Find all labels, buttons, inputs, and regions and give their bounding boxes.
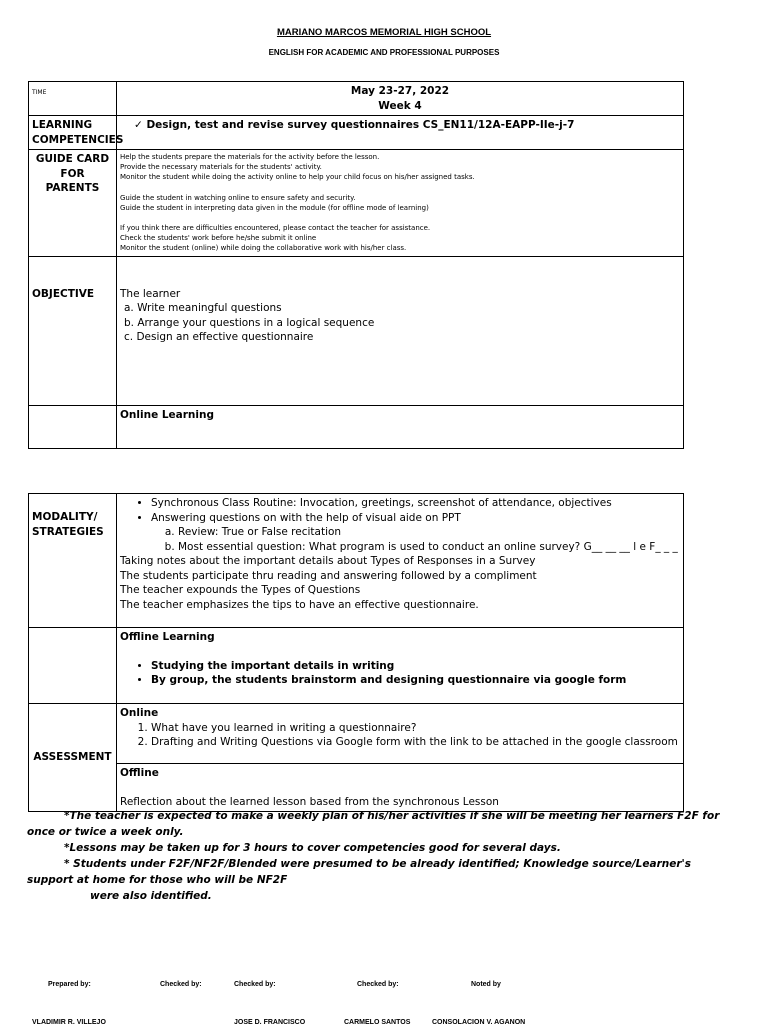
note-students-identified: * Students under F2F/NF2F/Blended were presumed to be already identified; Knowledge source/Learner's support at home for those who will be NF2F	[27, 858, 692, 886]
checkmark-icon: ✓	[134, 119, 143, 131]
assessment-online-row	[29, 704, 684, 764]
signatory-name: JOSE D. FRANCISCO	[234, 1019, 306, 1026]
modality-label: MODALITY/ STRATEGIES	[32, 511, 104, 538]
reflection-text: Reflection about the learned lesson based from the synchronous Lesson	[120, 795, 499, 808]
prepared-by-label: Prepared by:	[48, 981, 91, 988]
competencies-cell	[117, 116, 684, 150]
offline-learning-label: Offline Learning	[120, 631, 215, 643]
checked-by-label: Checked by:	[357, 981, 399, 988]
list-item: a. Review: True or False recitation	[178, 525, 680, 540]
modality-row	[29, 494, 684, 628]
modality-line: Taking notes about the important details about Types of Responses in a Survey	[120, 555, 536, 567]
time-label: TIME	[32, 89, 47, 96]
signatory-name: VLADIMIR R. VILLEJO	[32, 1019, 106, 1026]
note-also-identified: were also identified.	[90, 890, 212, 902]
modality-line: The teacher expounds the Types of Questions	[120, 584, 361, 596]
objective-intro: The learner	[120, 287, 181, 300]
objective-content	[120, 259, 680, 345]
competencies-label: LEARNING COMPETENCIES	[29, 116, 117, 150]
signatory-name: CARMELO SANTOS	[344, 1019, 411, 1026]
assessment-offline-cell	[117, 764, 684, 812]
modality-label-cell	[29, 494, 117, 628]
objective-cell	[117, 256, 684, 405]
lesson-plan-table-bottom	[28, 493, 684, 812]
assessment-online-cell	[117, 704, 684, 764]
online-learning-row	[29, 405, 684, 448]
list-item: b. Most essential question: What program is used to conduct an online survey? G__ __ __ l e F_ _ _	[178, 540, 680, 555]
checked-by-label: Checked by:	[160, 981, 202, 988]
objective-label: OBJECTIVE	[32, 287, 95, 300]
lesson-plan-table-top	[28, 81, 684, 449]
signatory-name: CONSOLACION V. AGANON	[432, 1019, 526, 1026]
assessment-offline-row	[29, 764, 684, 812]
note-weekly-plan: *The teacher is expected to make a weekly plan of his/her activities if she will be meeting her learners F2F for once or twice a week only.	[27, 810, 720, 838]
list-item: 2. Drafting and Writing Questions via Google form with the link to be attached in the google classroom	[151, 735, 680, 750]
assessment-label: ASSESSMENT	[29, 704, 117, 812]
assessment-online-items	[120, 721, 680, 750]
guide-line: Guide the student in interpreting data given in the module (for offline mode of learning)	[120, 203, 429, 212]
school-name: MARIANO MARCOS MEMORIAL HIGH SCHOOL	[276, 27, 492, 38]
guide-card-row	[29, 150, 684, 257]
modality-line: The teacher emphasizes the tips to have an effective questionnaire.	[120, 598, 479, 611]
guide-line: Guide the student in watching online to ensure safety and security.	[120, 193, 356, 202]
empty-label-cell	[29, 405, 117, 448]
empty-label-cell	[29, 628, 117, 704]
time-label-cell	[29, 82, 117, 116]
objective-label-cell	[29, 256, 117, 405]
week-text: Week 4	[378, 99, 422, 112]
date-cell	[117, 82, 684, 116]
note-lessons-hours: *Lessons may be taken up for 3 hours to cover competencies good for several days.	[64, 842, 561, 854]
assessment-offline-label: Offline	[120, 767, 159, 779]
guide-card-cell	[117, 150, 684, 257]
assessment-online-label: Online	[120, 707, 159, 719]
guide-line: Monitor the student while doing the activity online to help your child focus on his/her assigned tasks.	[120, 173, 475, 182]
online-learning-label: Online Learning	[117, 405, 684, 448]
guide-line: Provide the necessary materials for the students' activity.	[120, 163, 322, 172]
objective-row	[29, 256, 684, 405]
list-item: 1. What have you learned in writing a questionnaire?	[151, 721, 680, 736]
time-row	[29, 82, 684, 116]
guide-line: Help the students prepare the materials for the activity before the lesson.	[120, 153, 380, 161]
list-item: • Synchronous Class Routine: Invocation, greetings, screenshot of attendance, objectives	[151, 496, 680, 511]
competencies-row	[29, 116, 684, 150]
noted-by-label: Noted by	[471, 981, 501, 988]
modality-bullets	[120, 496, 680, 525]
competency-item	[120, 118, 680, 133]
offline-learning-row	[29, 628, 684, 704]
list-item: • Answering questions on with the help of visual aide on PPT	[151, 511, 680, 526]
checked-by-label: Checked by:	[234, 981, 276, 988]
offline-bullets	[120, 659, 680, 688]
date-text: May 23-27, 2022	[350, 85, 450, 97]
guide-card-label: GUIDE CARD FOR PARENTS	[29, 150, 117, 257]
objective-item: a. Write meaningful questions	[124, 302, 282, 315]
list-item: • By group, the students brainstorm and designing questionnaire via google form	[151, 673, 680, 688]
list-item: • Studying the important details in writing	[151, 659, 680, 674]
guide-line: Monitor the student (online) while doing the collaborative work with his/her class.	[120, 244, 407, 253]
objective-item: b. Arrange your questions in a logical sequence	[124, 316, 375, 329]
objective-item: c. Design an effective questionnaire	[124, 331, 314, 344]
modality-sub-items	[120, 525, 680, 554]
offline-learning-cell	[117, 628, 684, 704]
subject-name: ENGLISH FOR ACADEMIC AND PROFESSIONAL PURPOSES	[268, 48, 500, 57]
modality-line: The students participate thru reading and answering followed by a compliment	[120, 569, 537, 582]
modality-cell	[117, 494, 684, 628]
competency-text: Design, test and revise survey questionnaires CS_EN11/12A-EAPP-IIe-j-7	[146, 119, 575, 131]
guide-line: Check the students' work before he/she submit it online	[120, 234, 317, 243]
guide-line: If you think there are difficulties encountered, please contact the teacher for assistance.	[120, 224, 431, 233]
